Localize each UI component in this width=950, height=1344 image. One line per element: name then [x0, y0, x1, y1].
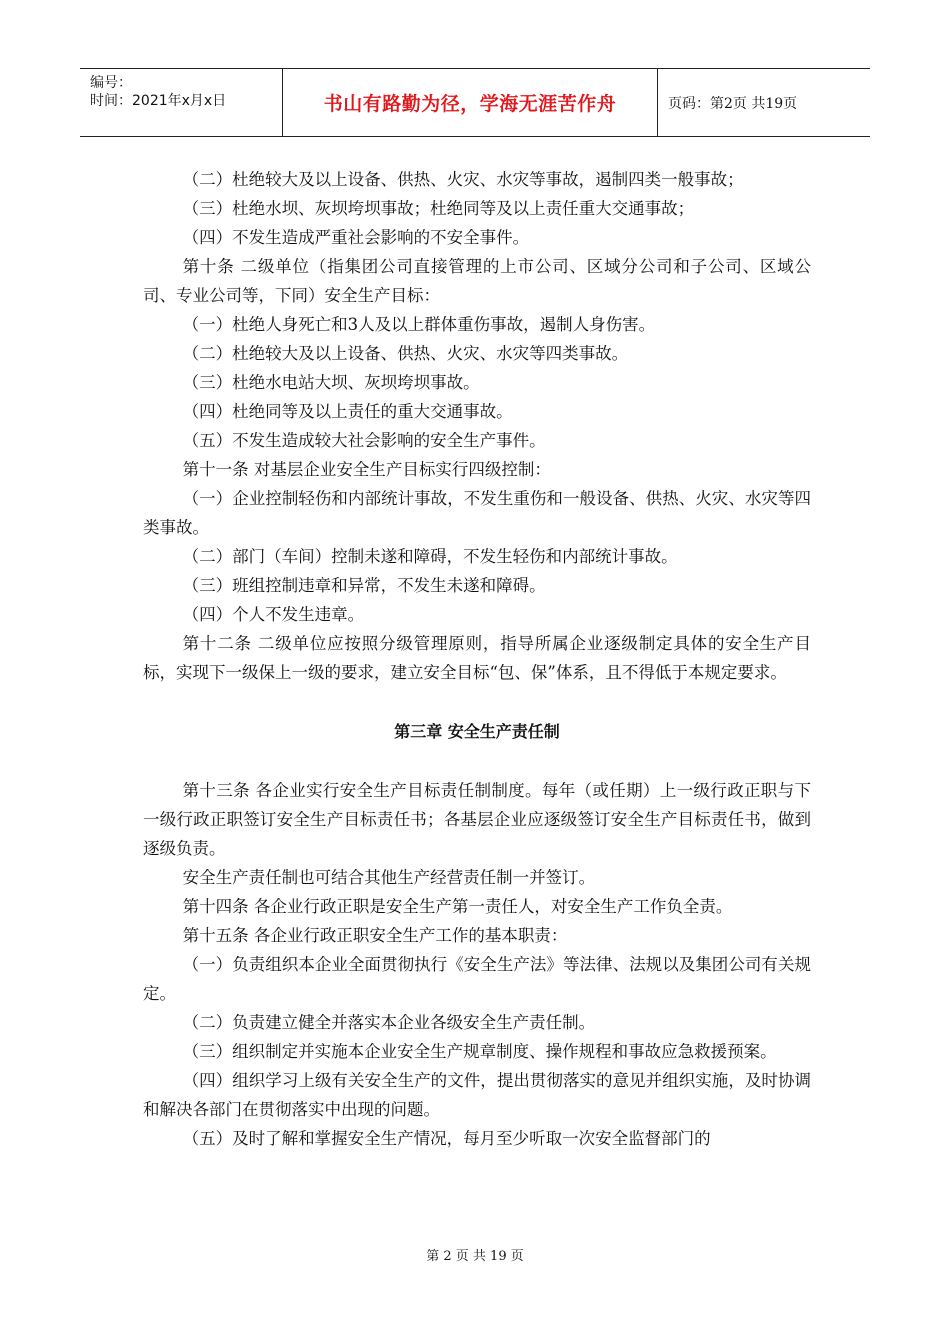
paragraph: 第十四条 各企业行政正职是安全生产第一责任人，对安全生产工作负全责。 [182, 897, 733, 916]
paragraph: （三）班组控制违章和异常，不发生未遂和障碍。 [182, 576, 546, 595]
header-page-info: 页码：第2页 共19页 [668, 95, 798, 112]
paragraph: （五）不发生造成较大社会影响的安全生产事件。 [182, 431, 546, 450]
paragraph: （三）组织制定并实施本企业安全生产规章制度、操作规程和事故应急救援预案。 [182, 1042, 777, 1061]
paragraph: （四）个人不发生违章。 [182, 605, 365, 624]
paragraph: （二）部门（车间）控制未遂和障碍，不发生轻伤和内部统计事故。 [182, 547, 678, 566]
paragraph: 第十五条 各企业行政正职安全生产工作的基本职责： [182, 926, 568, 945]
paragraph: 第十二条 二级单位应按照分级管理原则，指导所属企业逐级制定具体的安全生产目标，实现下一级保上一级的要求，建立安全目标“包、保”体系，且不得低于本规定要求。 [143, 634, 811, 682]
paragraph: （三）杜绝水坝、灰坝垮坝事故；杜绝同等及以上责任重大交通事故； [182, 199, 695, 218]
page-header [80, 68, 870, 137]
chapter-title: 第三章 安全生产责任制 [394, 722, 560, 741]
paragraph: （四）杜绝同等及以上责任的重大交通事故。 [182, 402, 513, 421]
section-b [143, 776, 811, 1153]
paragraph: （一）企业控制轻伤和内部统计事故，不发生重伤和一般设备、供热、火灾、水灾等四类事故。 [143, 489, 811, 537]
paragraph: 第十条 二级单位（指集团公司直接管理的上市公司、区域分公司和子公司、区域公司、专业公司等，下同）安全生产目标： [143, 257, 811, 305]
paragraph: （四）不发生造成严重社会影响的不安全事件。 [182, 228, 530, 247]
paragraph: 安全生产责任制也可结合其他生产经营责任制一并签订。 [182, 868, 596, 887]
paragraph: （五）及时了解和掌握安全生产情况，每月至少听取一次安全监督部门的 [182, 1129, 711, 1148]
document-body [143, 165, 811, 1153]
paragraph: 第十一条 对基层企业安全生产目标实行四级控制： [182, 460, 551, 479]
header-meta [80, 69, 283, 136]
code-label: 编号： [90, 75, 132, 91]
page-footer: 第 2 页 共 19 页 [426, 1249, 524, 1264]
paragraph: （一）负责组织本企业全面贯彻执行《安全生产法》等法律、法规以及集团公司有关规定。 [143, 955, 811, 1003]
paragraph: （四）组织学习上级有关安全生产的文件，提出贯彻落实的意见并组织实施，及时协调和解决各部门在贯彻落实中出现的问题。 [143, 1071, 811, 1119]
paragraph: 第十三条 各企业实行安全生产目标责任制制度。每年（或任期）上一级行政正职与下一级行政正职签订安全生产目标责任书；各基层企业应逐级签订安全生产目标责任书，做到逐级负责。 [143, 781, 811, 858]
paragraph: （二）杜绝较大及以上设备、供热、火灾、水灾等四类事故。 [182, 344, 629, 363]
paragraph: （二）杜绝较大及以上设备、供热、火灾、水灾等事故，遏制四类一般事故； [182, 170, 744, 189]
paragraph: （一）杜绝人身死亡和3人及以上群体重伤事故，遏制人身伤害。 [182, 315, 656, 334]
paragraph: （三）杜绝水电站大坝、灰坝垮坝事故。 [182, 373, 480, 392]
header-motto: 书山有路勤为径，学海无涯苦作舟 [283, 69, 658, 136]
paragraph: （二）负责建立健全并落实本企业各级安全生产责任制。 [182, 1013, 596, 1032]
section-a [143, 165, 811, 687]
time-label: 时间：2021年x月x日 [90, 93, 227, 109]
